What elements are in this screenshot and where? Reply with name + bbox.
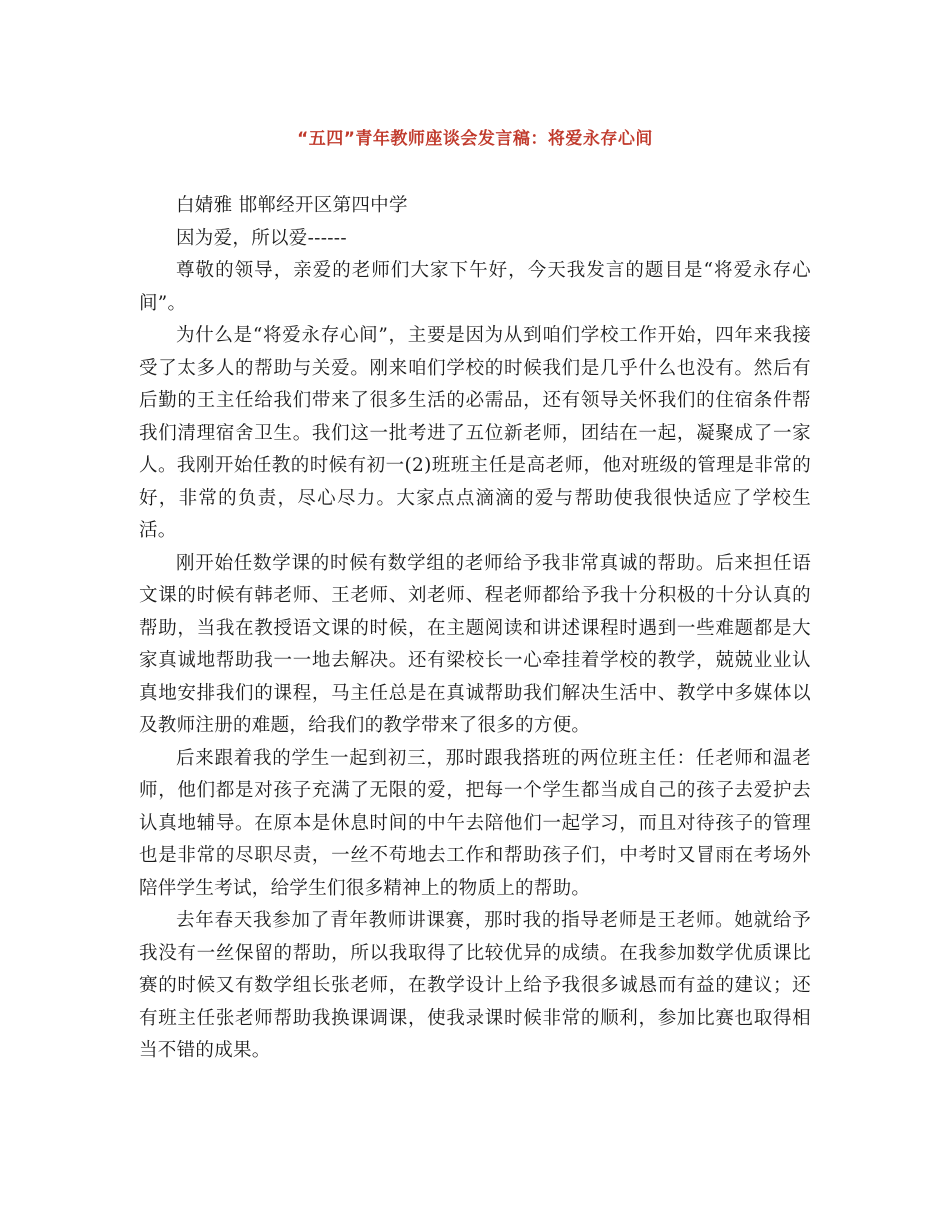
paragraph: 刚开始任数学课的时候有数学组的老师给予我非常真诚的帮助。后来担任语文课的时候有韩老师、王老师、刘老师、程老师都给予我十分积极的十分认真的帮助，当我在教授语文课的时候，在主题阅读和讲述课程时遇到一些难题都是大家真诚地帮助我一一地去解决。还有梁校长一心牵挂着学校的教学，兢兢业业认真地安排我们的课程，马主任总是在真诚帮助我们解决生活中、教学中多媒体以及教师注册的难题，给我们的教学带来了很多的方便。 <box>139 552 811 736</box>
document-title: “五四”青年教师座谈会发言稿：将爱永存心间 <box>297 129 653 149</box>
document-body <box>139 190 811 1068</box>
paragraph: 为什么是“将爱永存心间”，主要是因为从到咱们学校工作开始，四年来我接受了太多人的帮助与关爱。刚来咱们学校的时候我们是几乎什么也没有。然后有后勤的王主任给我们带来了很多生活的必需品，还有领导关怀我们的住宿条件帮我们清理宿舍卫生。我们这一批考进了五位新老师，团结在一起，凝聚成了一家人。我刚开始任教的时候有初一(2)班班主任是高老师，他对班级的管理是非常的好，非常的负责，尽心尽力。大家点点滴滴的爱与帮助使我很快适应了学校生活。 <box>139 325 811 541</box>
paragraph: 尊敬的领导，亲爱的老师们大家下午好，今天我发言的题目是“将爱永存心间”。 <box>139 260 811 314</box>
subtitle-line: 因为爱，所以爱------ <box>176 227 347 249</box>
paragraph: 后来跟着我的学生一起到初三，那时跟我搭班的两位班主任：任老师和温老师，他们都是对孩子充满了无限的爱，把每一个学生都当成自己的孩子去爱护去认真地辅导。在原本是休息时间的中午去陪他们一起学习，而且对待孩子的管理也是非常的尽职尽责，一丝不苟地去工作和帮助孩子们，中考时又冒雨在考场外陪伴学生考试，给学生们很多精神上的物质上的帮助。 <box>139 747 811 899</box>
author-line: 白婧雅 邯郸经开区第四中学 <box>176 195 408 216</box>
paragraph: 去年春天我参加了青年教师讲课赛，那时我的指导老师是王老师。她就给予我没有一丝保留的帮助，所以我取得了比较优异的成绩。在我参加数学优质课比赛的时候又有数学组长张老师，在教学设计上给予我很多诚恳而有益的建议；还有班主任张老师帮助我换课调课，使我录课时候非常的顺利，参加比赛也取得相当不错的成果。 <box>139 910 811 1061</box>
